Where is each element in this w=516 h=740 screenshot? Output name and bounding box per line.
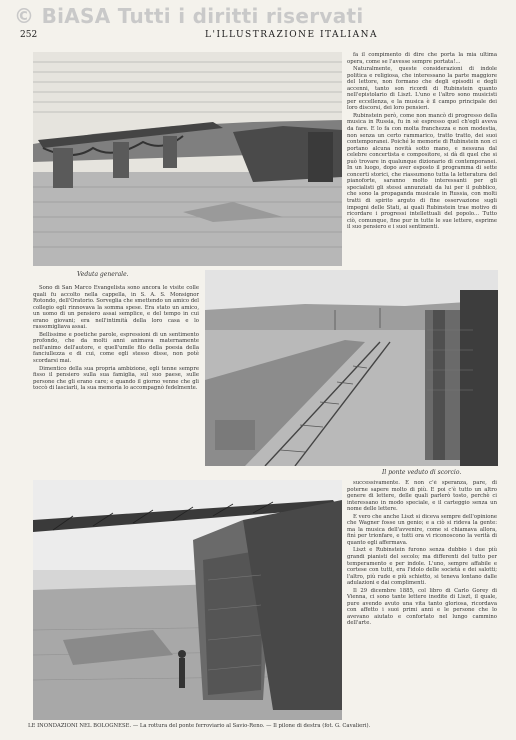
middle-image-caption: Il ponte veduto di scorcio. — [382, 469, 462, 476]
paragraph: Bellissime e poetiche parole, espressioni di un sentimento profondo, che da molti anni animava maternamente nell'animo dell'autore, e quell'umile filo della poesia della fanciullezza e di cui, come egli stesso disse, non potè scordarsi mai. — [33, 331, 199, 365]
bridge-angle-view-image — [205, 270, 498, 466]
paragraph: Rubinstein però, come non mancò di progresso della musica in Russia, fu in sè espresso quel ch'egli aveva da fare. E lo fa con molta franchezza e non modestia, non senza un certo rammarico, tratto tratto, dei suoi contemporanei. Poiché le memorie di Rubinstein non ci portano alcuna novità sotto mano, e nessuna dal celebre concertista e compositore, si dà di quel che si può trovare in qualunque dizionario di contemporanei. In un luogo, dopo aver esposto il programma di sette concerti storici, che riassumono tutta la letteratura del pianoforte, saranno molto interessanti per gli specialisti gli stessi annunziati da lui per il pubblico, che sono la propaganda musicale in Russia, con molti tratti di spirito arguto di fine osservazione sugli impegni delle Stati, ai quali Rubinstein trae motivo di ricordare i progressi intellettuali del popolo... Tutto ciò, comunque, fine pur in tutte le sue lettere, esprime il suo pensiero e i suoi sentimenti. — [347, 112, 497, 231]
paragraph: Dimentico della sua propria ambizione, egli tenne sempre fisso il pensiero sulla sua famiglia, sul suo paese, sulle persone che gli erano care; e quando il giorno venne che gli toccò di lasciarli, la sua memoria lo accompagnò fedelmente. — [33, 365, 199, 392]
watermark: © BiASA Tutti i diritti riservati — [14, 4, 364, 28]
paragraph: Naturalmente, queste considerazioni di indole politica e religiosa, che interessano la parte maggiore del lettore, non formano che degli episodii e degli accenni, tanto son ricordi di Rubinstein quanto nell'epistolario di Liszt. L'uno e l'altro sono musicisti per eccellenza, e la musica è il campo principale dei loro discorsi, dei loro pensieri. — [347, 66, 497, 112]
paragraph: Il 29 dicembre 1885, col libro di Carlo Gorey di Vienna, ci sono tante lettere inedite di Liszt, il quale, pure avendo avuto una vita tanto gloriosa, ricordava con affetto i suoi primi anni e le persone che lo avevano aiutato e confortato nel lungo cammino dell'arte. — [347, 587, 497, 627]
text-column-right-bottom — [347, 480, 497, 720]
running-title: L'ILLUSTRAZIONE ITALIANA — [205, 30, 378, 40]
paragraph: successivamente. E non c'è speranza, pare, di poterne sapere molto di più. E poi c'è tutto un altro genere di lettere, delle quali parlerò tosto, perchè ci interessano in modo speciale, e il carteggio senza un nome delle lettere. — [347, 480, 497, 513]
paragraph: E vero che anche Liszt si diceva sempre dell'opinione che Wagner fosse un genio; e a ciò si rideva la gente: ma la musica dell'avvenire, come si chiamava allora, finì per trionfare, e tutti ora vi riconoscono la verità di quanto egli affermava. — [347, 513, 497, 546]
bridge-pylon-image — [33, 480, 342, 720]
paragraph: Liszt e Rubinstein furono senza dubbio i due più grandi pianisti del secolo; ma differenti del tutto per temperamento e per indole. L'uno, sempre affabile e cortese con tutti, era l'idolo delle società e dei salotti; l'altro, più rude e più schietto, si teneva lontano dalle adulazioni e dai complimenti. — [347, 547, 497, 587]
bottom-caption: LE INONDAZIONI NEL BOLOGNESE. — La rottura del ponte ferroviario al Savio-Reno. — Il pilone di destra (fot. G. Cavalieri). — [28, 723, 371, 729]
text-column-right-top — [347, 52, 497, 262]
bridge-general-view-image — [33, 52, 342, 266]
text-column-left-middle — [33, 285, 199, 471]
paragraph: fa il compimento di dire che porta la mia ultima opera, come se l'avesse sempre portata!... — [347, 52, 497, 65]
paragraph: Sono di San Marco Evangelista sono ancora le visite colle quali fu accolto nella cappella, in S. A. S. Monsignor Rotondo, dell'Oratorio. Sorveglia che smettendo un amico del collegio egli rinnovava la somma spese. Era stato un amico, un uomo di un pensiero assai semplice, e del tempo in cui erano giovani; era nell'intimità della loro casa e lo rassomigliava assai. — [33, 285, 199, 331]
top-image-caption: Veduta generale. — [77, 271, 129, 278]
page-number: 252 — [20, 30, 38, 40]
